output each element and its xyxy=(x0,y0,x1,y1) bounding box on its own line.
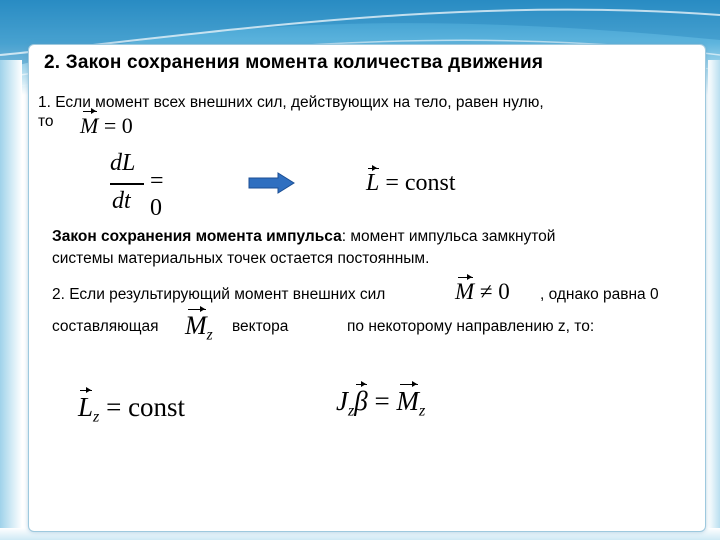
vector-l: L xyxy=(78,392,94,422)
formula-lz-const xyxy=(78,392,185,427)
subscript-z: z xyxy=(418,401,426,420)
law-name: Закон сохранения момента импульса xyxy=(52,228,342,245)
fraction-denominator: dt xyxy=(112,188,131,214)
page-title: 2. Закон сохранения момента количества движения xyxy=(44,52,544,73)
vector-m: M xyxy=(455,279,475,304)
formula-rest: = const xyxy=(379,170,456,196)
component-label: составляющая xyxy=(52,318,159,335)
formula-m-zero xyxy=(80,113,133,139)
formula-rest: = 0 xyxy=(98,113,133,138)
formula-mz xyxy=(185,311,213,344)
right-arrow-icon xyxy=(248,172,296,194)
condition-2-start: 2. Если результирующий момент внешних сил xyxy=(52,286,386,303)
vector-label: вектора xyxy=(232,318,289,335)
vector-m: M xyxy=(185,311,207,340)
law-text: : момент импульса замкнутой xyxy=(341,228,556,245)
vector-l: L xyxy=(366,170,380,196)
vector-m: M xyxy=(396,386,419,416)
fraction-numerator xyxy=(110,150,135,177)
direction-label: по некоторому направлению z, то: xyxy=(347,318,595,335)
subscript-z: z xyxy=(93,407,100,426)
fraction-equals-zero: = 0 xyxy=(150,168,164,221)
formula-l-const xyxy=(366,170,456,197)
fraction-bar xyxy=(110,183,144,185)
vector-beta: β xyxy=(354,386,368,416)
condition-line-1: 1. Если момент всех внешних сил, действующих на тело, равен нулю, xyxy=(38,94,544,111)
law-text-2: системы материальных точек остается постоянным. xyxy=(52,250,430,267)
fraction-numerator-text: dL xyxy=(110,150,136,176)
equals-sign: = xyxy=(367,386,397,416)
subscript-z: z xyxy=(347,401,355,420)
left-border xyxy=(0,60,22,540)
condition-line-2: то xyxy=(38,113,54,130)
conservation-law xyxy=(52,226,555,270)
formula-m-not-zero xyxy=(455,279,510,305)
formula-rest: ≠ 0 xyxy=(474,279,510,304)
formula-rotation-dynamics xyxy=(336,386,425,421)
subscript-z: z xyxy=(206,326,213,344)
right-border xyxy=(708,60,720,540)
formula-rest: = const xyxy=(99,392,186,422)
condition-2-end: , однако равна 0 xyxy=(540,286,659,303)
vector-m: M xyxy=(80,113,99,138)
moment-of-inertia: J xyxy=(336,386,348,416)
